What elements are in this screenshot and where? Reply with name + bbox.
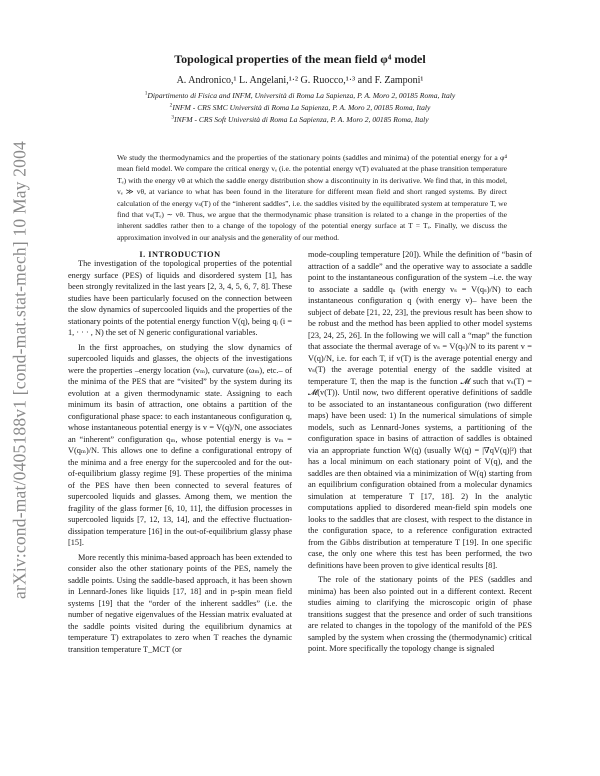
intro-paragraph-4: The role of the stationary points of the PES (saddles and minima) has been also pointed out in a different context. Recent studies aiming to clarifying the microscopic origin of phase transitions suggest that the presence and order of such transitions are related to changes in the topology of the manifold of the PES sampled by the system when crossing the (thermodynamic) critical point. More specifically the topology change is signaled xyxy=(308,575,532,653)
affiliation-2-number: 2 xyxy=(169,102,173,109)
affiliation-1-text: Dipartimento di Fisica and INFM, Università di Roma La Sapienza, P. A. Moro 2, 00185 Roma, Italy xyxy=(147,91,456,100)
arxiv-identifier-text: arXiv:cond-mat/0405188v1 [cond-mat.stat-mech] 10 May 2004 xyxy=(9,140,30,600)
affiliation-1-number: 1 xyxy=(144,90,148,97)
intro-paragraph-3: More recently this minima-based approach has been extended to consider also the other stationary points of the PES, namely the saddle points. Using the saddle-based approach, it has been shown in Lennard-Jones like liquids [17, 18] and in p-spin mean field systems [19] that the “order of the inherent saddles” (i.e. the number of negative eigenvalues of the Hessian matrix evaluated at the saddle points visited during the equilibrium dynamics at temperature T) extrapolates to zero when T reaches the dynamic transition temperature T_MCT (or xyxy=(68,552,292,654)
intro-paragraph-2: In the first approaches, on studying the slow dynamics of supercooled liquids and glasses, the objects of the investigations were the properties –energy location (vₘ), curvature (ωₘ), etc.– of the minima of the PES that are “visited” by the system during its evolution at a given thermodynamic state. Assigning to each minimum its basin of attraction, one obtains a partition of the configurational phase space: to each instantaneous configuration q, whose instantaneous potential energy is v = V(q)/N, one associates an “inherent” configuration qₘ, whose potential energy is vₘ = V(qₘ)/N. This allows one to define a configurational entropy of the minima and a free energy for the supercooled and for the out-of-equilibrium glassy regime [9]. These properties of the minima of the PES have then been connected to several features of supercooled liquids and glasses. Among them, we mention the fragility of the glass former [6, 10, 11], the diffusion processes in supercooled liquids [7, 12, 13, 14], and the effective fluctuation-dissipation temperature [16] in the out-of-equilibrium glassy phase [15]. xyxy=(68,342,292,547)
affiliation-2-text: INFM - CRS SMC Università di Roma La Sapienza, P. A. Moro 2, 00185 Roma, Italy xyxy=(172,103,431,112)
right-column xyxy=(308,249,532,658)
intro-paragraph-3-continued: mode-coupling temperature [20]). While the definition of “basin of attraction of a saddle” and the operative way to associate a saddle point to the instantaneous configuration of the system –i.e. the way to associate a saddle qₛ (with energy vₛ = V(qₛ)/N) to each instantaneous configuration q (with energy v)– have been the subject of debate [21, 22, 23], the previous result has been show to be robust and the method has been applied to other model systems [23, 24, 25, 26]. In the following we will call a “map” the function that associate the thermal average of vₛ = V(qₛ)/N to its parent v = V(q)/N, i.e. for each T, if v(T) is the average potential energy and vₛ(T) the average potential energy of the saddle visited at temperature T, then the map is the function 𝓜 such that vₛ(T) = 𝓜(v(T)). Until now, two different operative definitions of saddle to be associated to an instantaneous configuration (two different maps) have been used: 1) In the numerical simulations of simple models, such as Lennard-Jones systems, a partitioning of the configuration space in basins of attraction of saddles is obtained via an appropriate function W(q) (usually W(q) = |∇qV(q)|²) that has a local minimum on each stationary point of V(q), and the saddles are then obtained via a minimization of W(q) starting from an equilibrium configuration obtained from a molecular dynamics simulation at temperature T [17, 18]. 2) In the analytic computations applied to disordered mean-field spin models one looks to the saddles that are closest, with respect to the distance in the configuration space, to a reference configuration extracted from the Gibbs distribution at temperature T [19]. In one specific case, the only one where this test has been performed, the two definitions have been proven to give identical results [8]. xyxy=(308,250,532,570)
left-column xyxy=(68,258,292,658)
paper-title: Topological properties of the mean field φ⁴ model xyxy=(174,52,426,66)
section-heading-introduction: I. INTRODUCTION xyxy=(139,250,221,259)
affiliation-2 xyxy=(0,103,600,112)
affiliation-1 xyxy=(0,91,600,100)
author-list: A. Andronico,¹ L. Angelani,¹·² G. Ruocco,¹·³ and F. Zamponi¹ xyxy=(176,75,424,86)
affiliation-3-text: INFM - CRS Soft Università di Roma La Sapienza, P. A. Moro 2, 00185 Roma, Italy xyxy=(173,115,429,124)
intro-paragraph-1: The investigation of the topological properties of the potential energy surface (PES) of liquids and disordered system [1], has been strongly revitalized in the last years [2, 3, 4, 5, 6, 7, 8]. These studies have been particularly focused on the connection between the slow dynamics of supercooled liquids and the properties of the stationary points of the potential energy function V(q), being qᵢ (i = 1, · · · , N) the set of N generic configurational variables. xyxy=(68,259,292,337)
affiliation-3 xyxy=(0,115,600,124)
affiliation-3-number: 3 xyxy=(171,114,174,121)
arxiv-identifier xyxy=(6,120,34,620)
abstract: We study the thermodynamics and the properties of the stationary points (saddles and minima) of the potential energy for a φ⁴ mean field model. We compare the critical energy vₑ (i.e. the potential energy v(T) evaluated at the phase transition temperature Tₑ) with the energy vθ at which the saddle energy distribution show a discontinuity in its derivative. We find that, in this model, vₑ ≫ vθ, at variance to what has been found in the literature for different mean field and short ranged systems. By direct calculation of the energy vₛ(T) of the “inherent saddles”, i.e. the saddles visited by the equilibrated system at temperature T, we find that vₛ(Tₑ) ∼ vθ. Thus, we argue that the thermodynamic phase transition is related to a change in the properties of the inherent saddles rather then to a change of the topology of the potential energy surface at T = Tₑ. Finally, we discuss the approximation involved in our analysis and the generality of our method. xyxy=(117,153,507,242)
